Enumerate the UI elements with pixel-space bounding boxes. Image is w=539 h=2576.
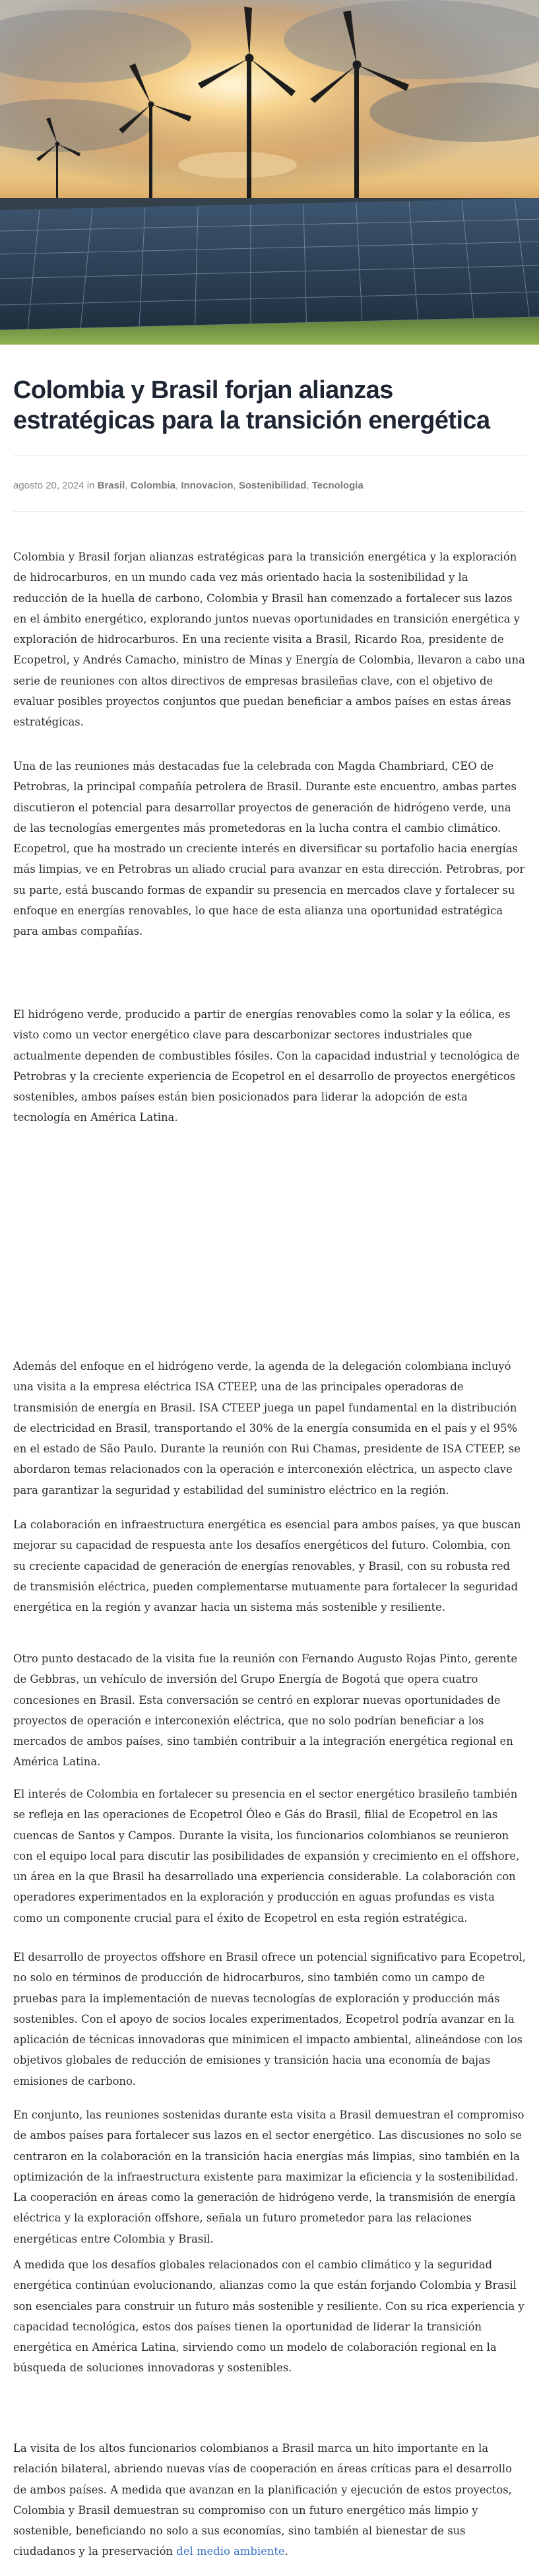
- final-paragraph-text: La visita de los altos funcionarios colombianos a Brasil marca un hito importante en la relación bilateral, abriendo nuevas vías de cooperación en áreas críticas para el desarrollo de ambos países. A medida que avanzan en la planificación y ejecución de estos proyectos, Colombia y Brasil demuestran su compromiso con un futuro energético más limpio y sostenible, beneficiando no solo a sus economías, sino también al bienestar de sus ciudadanos y la preservación: [13, 2442, 512, 2558]
- article-paragraph: Además del enfoque en el hidrógeno verde, la agenda de la delegación colombiana incluyó una visita a la empresa eléctrica ISA CTEEP, una de las principales operadoras de transmisión de energía en Brasil. ISA CTEEP juega un papel fundamental en la distribución de electricidad en Brasil, transportando el 30% de la energía consumida en el país y el 95% en el estado de São Paulo. Durante la reunión con Rui Chamas, presidente de ISA CTEEP, se abordaron temas relacionados con la operación e interconexión eléctrica, un aspecto clave para garantizar la seguridad y estabilidad del suministro eléctrico en la región.: [13, 1360, 521, 1497]
- article-paragraph: El interés de Colombia en fortalecer su presencia en el sector energético brasileño también se refleja en las operaciones de Ecopetrol Óleo e Gás do Brasil, filial de Ecopetrol en las cuencas de Santos y Campos. Durante la visita, los funcionarios colombianos se reunieron con el equipo local para discutir las posibilidades de expansión y crecimiento en el offshore, un área en la que Brasil ha desarrollado una experiencia considerable. La colaboración con operadores experimentados en la exploración y producción en aguas profundas es vista como un componente crucial para el éxito de Ecopetrol en esta región estratégica.: [13, 1788, 520, 1924]
- solar-wind-illustration: [0, 0, 539, 345]
- publish-date: agosto 20, 2024: [13, 480, 84, 491]
- category-link-sostenibilidad[interactable]: Sostenibilidad: [238, 480, 307, 491]
- category-link-colombia[interactable]: Colombia: [130, 480, 176, 491]
- in-label: in: [86, 480, 95, 491]
- article-title: Colombia y Brasil forjan alianzas estratégicas para la transición energética: [13, 376, 490, 434]
- article-paragraph: En conjunto, las reuniones sostenidas durante esta visita a Brasil demuestran el compromiso de ambos países para fortalecer sus lazos en el sector energético. Las discusiones no solo se centraron en la colaboración en la transición hacia energías más limpias, sino también en la optimización de la infraestructura existente para maximizar la eficiencia y la sostenibilidad. La cooperación en áreas como la generación de hidrógeno verde, la transmisión de energía eléctrica y la exploración offshore, señala un futuro prometedor para las relaciones energéticas entre Colombia y Brasil.: [13, 2109, 524, 2245]
- article-paragraph-final: [13, 2438, 526, 2562]
- medio-ambiente-link[interactable]: del medio ambiente: [176, 2545, 285, 2558]
- divider: [13, 511, 526, 512]
- article-meta: agosto 20, 2024 in Brasil, Colombia, Innovacion, Sostenibilidad, Tecnologia: [13, 480, 364, 491]
- article-paragraph: Otro punto destacado de la visita fue la reunión con Fernando Augusto Rojas Pinto, gerente de Gebbras, un vehículo de inversión del Grupo Energía de Bogotá que opera cuatro concesiones en Brasil. Esta conversación se centró en explorar nuevas oportunidades de proyectos de operación e interconexión eléctrica, que no solo podrían beneficiar a los mercados de ambos países, sino también contribuir a la integración energética regional en América Latina.: [13, 1652, 518, 1769]
- article-paragraph: Colombia y Brasil forjan alianzas estratégicas para la transición energética y la exploración de hidrocarburos, en un mundo cada vez más orientado hacia la sostenibilidad y la reducción de la huella de carbono, Colombia y Brasil han comenzado a fortalecer sus lazos en el ámbito energético, explorando juntos nuevas oportunidades en transición energética y exploración de hidrocarburos. En una reciente visita a Brasil, Ricardo Roa, presidente de Ecopetrol, y Andrés Camacho, ministro de Minas y Energía de Colombia, llevaron a cabo una serie de reuniones con altos directivos de empresas brasileñas clave, con el objetivo de evaluar posibles proyectos conjuntos que puedan beneficiar a ambos países en estas áreas estratégicas.: [13, 551, 525, 729]
- article-paragraph: La colaboración en infraestructura energética es esencial para ambos países, ya que buscan mejorar su capacidad de respuesta ante los desafíos energéticos del futuro. Colombia, con su creciente capacidad de generación de energías renovables, y Brasil, con su robusta red de transmisión eléctrica, pueden complementarse mutuamente para fortalecer la seguridad energética en la región y avanzar hacia un sistema más sostenible y resiliente.: [13, 1518, 521, 1614]
- hero-image: [0, 0, 539, 345]
- article-paragraph: Una de las reuniones más destacadas fue la celebrada con Magda Chambriard, CEO de Petrobras, la principal compañía petrolera de Brasil. Durante este encuentro, ambas partes discutieron el potencial para desarrollar proyectos de generación de hidrógeno verde, una de las tecnologías emergentes más prometedoras en la lucha contra el cambio climático. Ecopetrol, que ha mostrado un creciente interés en diversificar su portafolio hacia energías más limpias, ve en Petrobras un aliado crucial para avanzar en esta dirección. Petrobras, por su parte, está buscando formas de expandir su presencia en mercados clave y fortalecer su enfoque en energías renovables, lo que hace de esta alianza una oportunidad estratégica para ambas compañías.: [13, 760, 525, 938]
- final-period: .: [284, 2545, 288, 2558]
- category-link-innovacion[interactable]: Innovacion: [181, 480, 234, 491]
- category-link-brasil[interactable]: Brasil: [97, 480, 125, 491]
- article-header: [13, 375, 526, 436]
- article-paragraph: El hidrógeno verde, producido a partir de energías renovables como la solar y la eólica, es visto como un vector energético clave para descarbonizar sectores industriales que actualmente dependen de combustibles fósiles. Con la capacidad industrial y tecnológica de Petrobras y la creciente experiencia de Ecopetrol en el desarrollo de proyectos energéticos sostenibles, ambos países están bien posicionados para liderar la adopción de esta tecnología en América Latina.: [13, 1008, 520, 1124]
- article-paragraph: A medida que los desafíos globales relacionados con el cambio climático y la seguridad energética continúan evolucionando, alianzas como la que están forjando Colombia y Brasil son esenciales para construir un futuro más sostenible y resiliente. Con su rica experiencia y capacidad tecnológica, estos dos países tienen la oportunidad de liderar la transición energética en América Latina, sirviendo como un modelo de colaboración regional en la búsqueda de soluciones innovadoras y sostenibles.: [13, 2258, 524, 2375]
- article-paragraph: El desarrollo de proyectos offshore en Brasil ofrece un potencial significativo para Ecopetrol, no solo en términos de producción de hidrocarburos, sino también como un campo de pruebas para la implementación de nuevas tecnologías de exploración y producción más sostenibles. Con el apoyo de socios locales experimentados, Ecopetrol podría avanzar en la aplicación de técnicas innovadoras que minimicen el impacto ambiental, alineándose con los objetivos globales de reducción de emisiones y transición hacia una economía de bajas emisiones de carbono.: [13, 1951, 526, 2087]
- category-link-tecnologia[interactable]: Tecnologia: [311, 480, 364, 491]
